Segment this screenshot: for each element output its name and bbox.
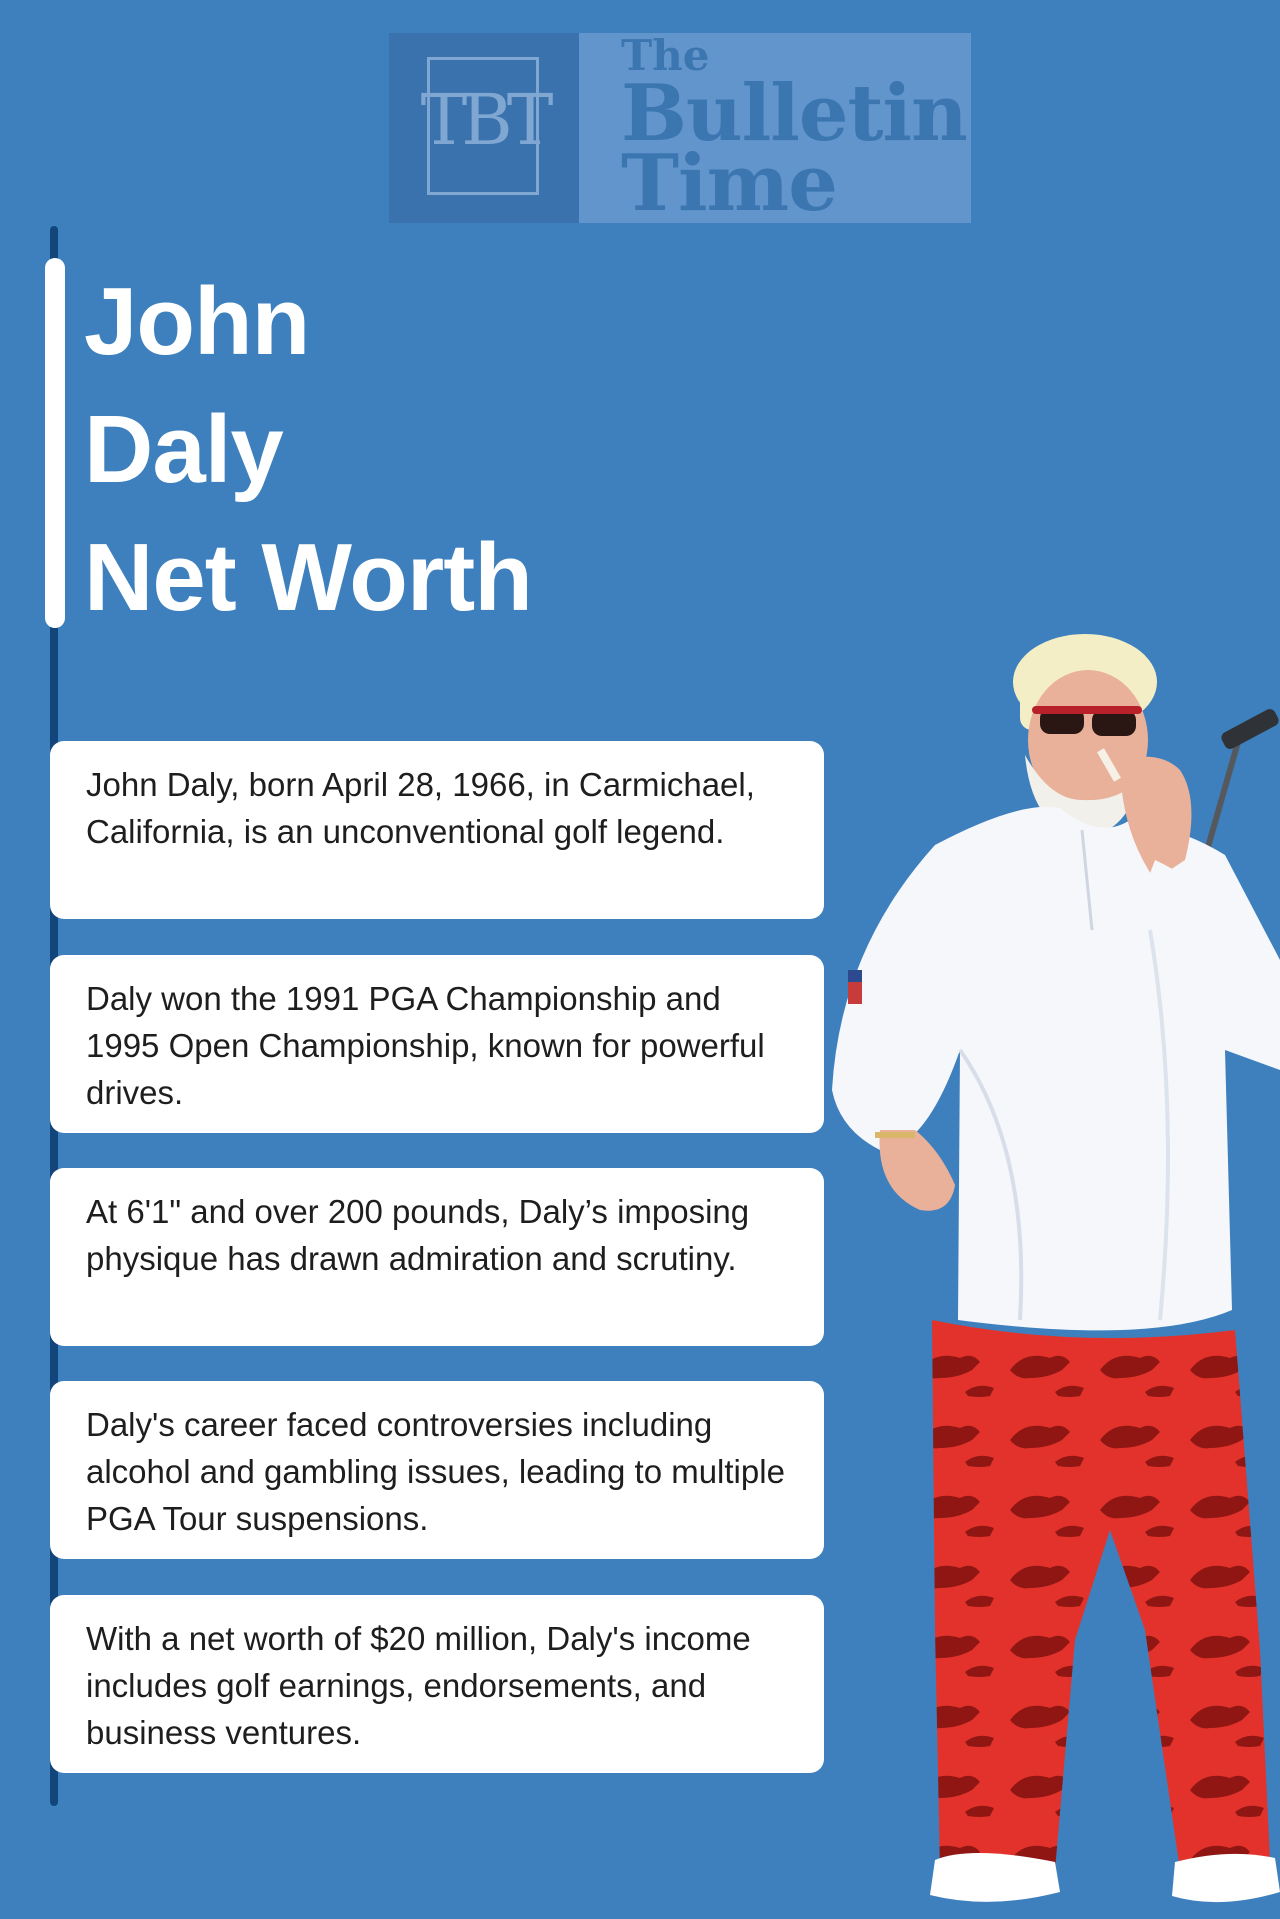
fact-card-birth: John Daly, born April 28, 1966, in Carmichael, California, is an unconventional golf legend. (50, 741, 824, 919)
title-accent-bar (45, 258, 65, 628)
golfer-illustration (820, 630, 1280, 1919)
golfer-photo (820, 630, 1280, 1919)
page-title-line-3: Net Worth (84, 524, 532, 631)
logo-wordmark-the: The (621, 31, 710, 80)
site-logo (389, 31, 971, 229)
page-title-line-2: Daly (84, 396, 283, 503)
logo-wordmark (579, 31, 971, 229)
logo-monogram: TBT (420, 79, 548, 161)
fact-card-physique: At 6'1" and over 200 pounds, Daly’s imposing physique has drawn admiration and scrutiny. (50, 1168, 824, 1346)
page-title-line-1: John (84, 268, 310, 375)
fact-card-net-worth: With a net worth of $20 million, Daly's income includes golf earnings, endorsements, and business ventures. (50, 1595, 824, 1773)
logo-monogram-block (389, 33, 579, 223)
fact-card-championships: Daly won the 1991 PGA Championship and 1995 Open Championship, known for powerful drives. (50, 955, 824, 1133)
fact-card-controversies: Daly's career faced controversies including alcohol and gambling issues, leading to multiple PGA Tour suspensions. (50, 1381, 824, 1559)
logo-wordmark-bulletin: Bulletin (621, 68, 967, 159)
logo-wordmark-time: Time (621, 138, 837, 229)
page-title (84, 258, 532, 642)
